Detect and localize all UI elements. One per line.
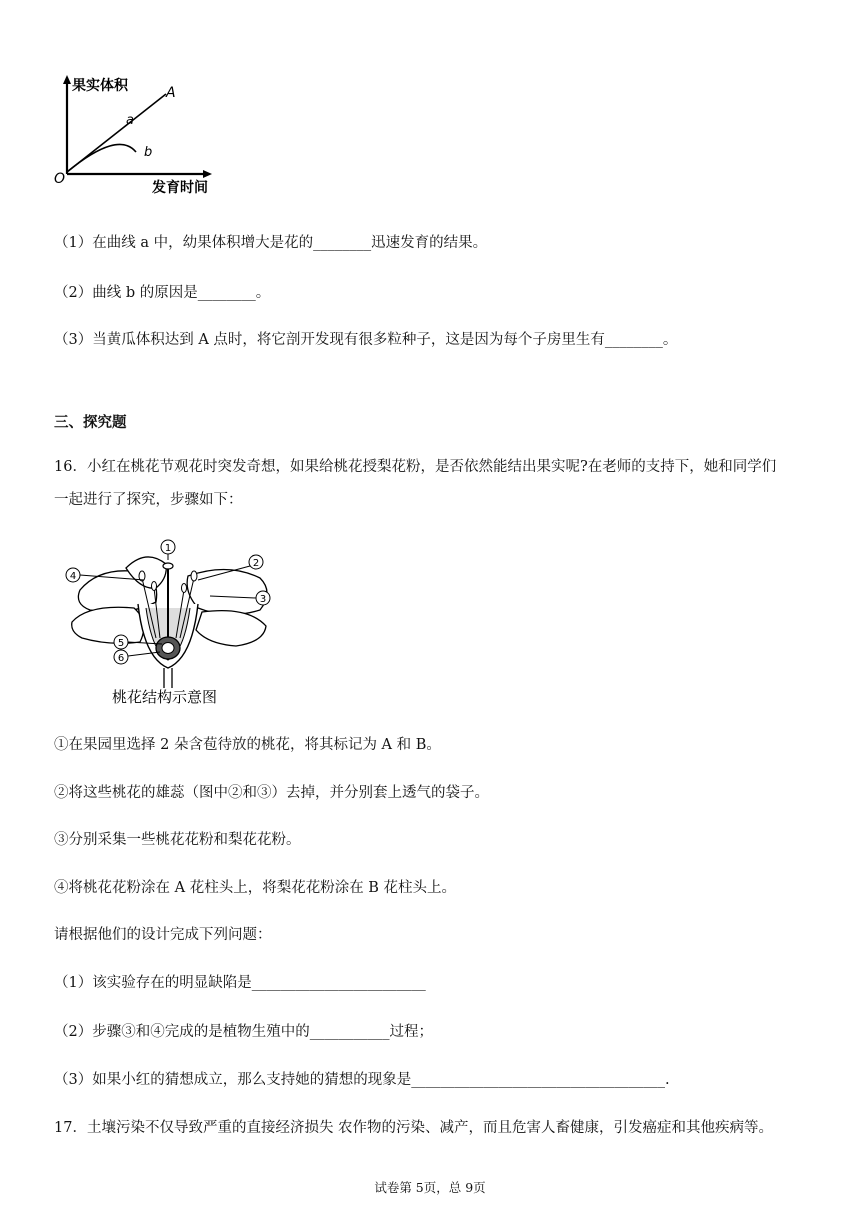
marker-6 — [114, 650, 128, 664]
svg-text:6: 6 — [117, 653, 125, 664]
page-footer: 试卷第 5页，总 9页 — [374, 1180, 486, 1195]
q16-step-1: ①在果园里选择 2 朵含苞待放的桃花，将其标记为 A 和 B。 — [54, 737, 441, 753]
q16-question-2: （2）步骤③和④完成的是植物生殖中的___________过程； — [54, 1024, 433, 1040]
q16-intro-line-1: 16．小红在桃花节观花时突发奇想，如果给桃花授梨花粉，是否依然能结出果实呢?在老师的支持下，她和同学们 — [54, 459, 777, 475]
svg-text:1: 1 — [164, 543, 172, 554]
q15-subquestion-3: （3）当黄瓜体积达到 A 点时，将它剖开发现有很多粒种子，这是因为每个子房里生有________。 — [54, 332, 678, 348]
fruit-growth-graph — [48, 72, 228, 200]
marker-5 — [114, 635, 128, 649]
marker-4 — [66, 568, 80, 582]
q16-step-4: ④将桃花花粉涂在 A 花柱头上，将梨花花粉涂在 B 花柱头上。 — [54, 880, 457, 896]
q15-subquestion-1: （1）在曲线 a 中，幼果体积增大是花的________迅速发育的结果。 — [54, 235, 488, 251]
figure-caption: 桃花结构示意图 — [112, 688, 218, 706]
svg-text:4: 4 — [69, 571, 77, 582]
curve-b-line — [67, 144, 136, 172]
svg-text:5: 5 — [117, 638, 125, 649]
graph-y-label: 果实体积 — [72, 78, 128, 94]
q16-prompt: 请根据他们的设计完成下列问题： — [54, 927, 272, 943]
graph-point-a-label: A — [166, 85, 176, 101]
graph-origin-label: O — [54, 171, 66, 187]
q15-subquestion-2: （2）曲线 b 的原因是________。 — [54, 285, 271, 301]
q16-question-1: （1）该实验存在的明显缺陷是________________________ — [54, 975, 426, 991]
q16-question-3: （3）如果小红的猜想成立，那么支持她的猜想的现象是___________________________________. — [54, 1072, 670, 1088]
q16-step-3: ③分别采集一些桃花花粉和梨花花粉。 — [54, 832, 301, 848]
svg-text:3: 3 — [259, 594, 267, 605]
section-title: 三、探究题 — [54, 414, 127, 431]
q16-step-2: ②将这些桃花的雄蕊（图中②和③）去掉，并分别套上透气的袋子。 — [54, 785, 489, 801]
graph-curve-a-label: a — [126, 113, 134, 128]
graph-x-label: 发育时间 — [152, 180, 208, 196]
q17-text: 17．土壤污染不仅导致严重的直接经济损失 农作物的污染、减产，而且危害人畜健康，引发癌症和其他疾病等。 — [54, 1120, 774, 1136]
marker-2 — [249, 555, 263, 569]
graph-curve-b-label: b — [144, 145, 153, 160]
q16-intro-line-2: 一起进行了探究，步骤如下： — [54, 492, 243, 508]
peach-flower-diagram — [60, 538, 290, 710]
marker-3 — [256, 591, 270, 605]
svg-text:2: 2 — [252, 558, 260, 569]
marker-1 — [161, 540, 175, 554]
